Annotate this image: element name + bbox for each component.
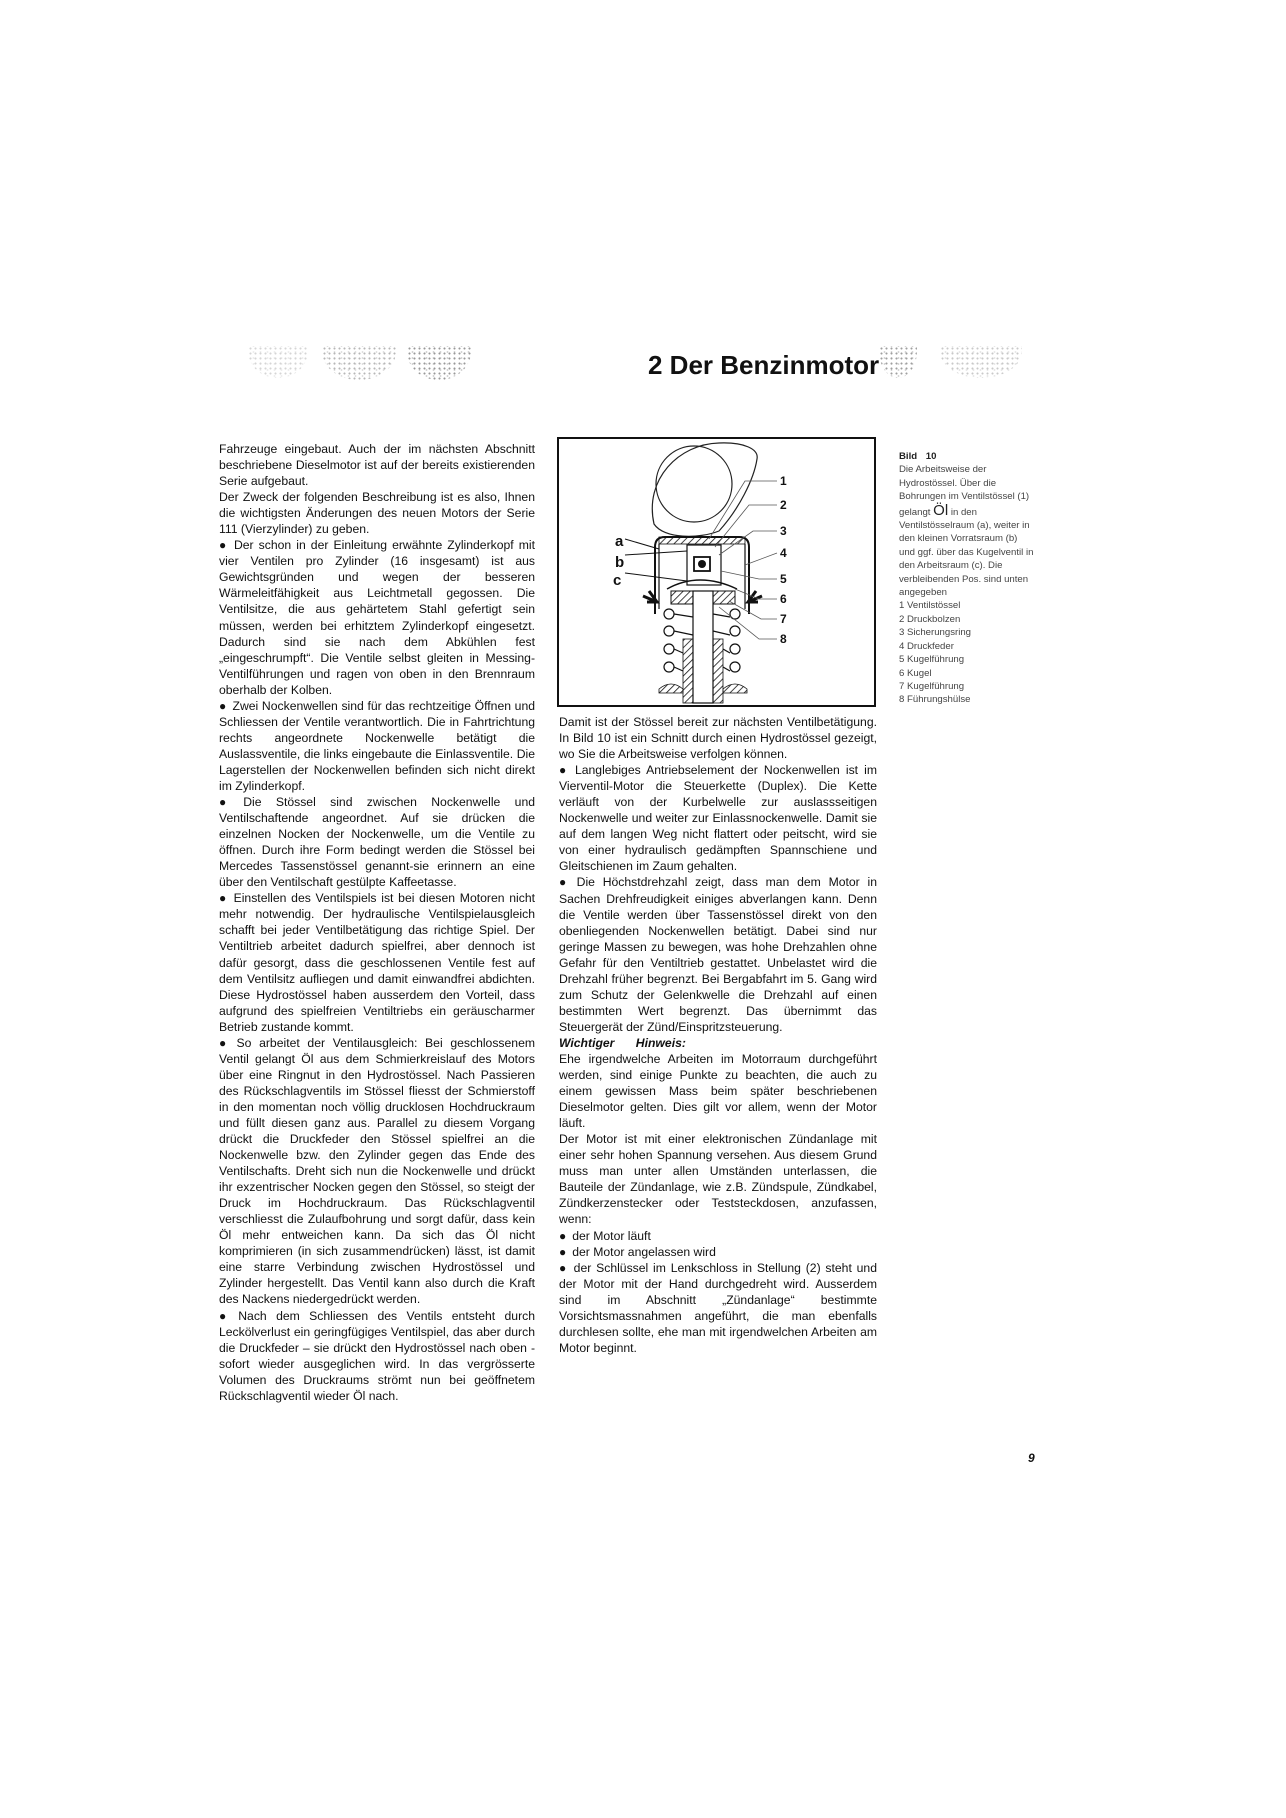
header-decoration-2: [322, 346, 396, 380]
figure-label-8: 8: [780, 632, 787, 646]
note-heading: Wichtiger Hinweis:: [559, 1035, 686, 1050]
chapter-title: 2 Der Benzinmotor: [648, 350, 880, 380]
figure-hydrostoessel-diagram: [557, 437, 876, 707]
left-text-column: [219, 441, 535, 1404]
bullet-item: ● der Motor läuft: [559, 1228, 877, 1244]
caption-part-item: 2 Druckbolzen: [899, 613, 961, 625]
caption-part-item: 1 Ventilstössel: [899, 600, 961, 612]
figure-label-7: 7: [780, 612, 787, 626]
caption-part-item: 4 Druckfeder: [899, 640, 954, 652]
paragraph: Fahrzeuge eingebaut. Auch der im nächsten Abschnitt beschriebene Dieselmotor ist auf der bereits existierenden Serie aufgebaut.: [219, 442, 535, 489]
figure-label-2: 2: [780, 498, 787, 512]
bullet-item: ● der Motor angelassen wird: [559, 1244, 877, 1260]
bullet-paragraph: ● Die Höchstdrehzahl zeigt, dass man dem Motor in Sachen Drehfreudigkeit einiges abverlangen kann. Denn die Ventile werden über Tassenstössel direkt von den obenliegenden Nockenwellen betätigt. Dabei sind nur geringe Massen zu bewegen, was hohe Drehzahlen ohne Gefahr für den Ventiltrieb gestattet. Unbelastet wird die Drehzahl früher begrenzt. Bei Bergabfahrt im 5. Gang wird zum Schutz der Gelenkwelle die Drehzahl auf einen bestimmten Wert begrenzt. Das übernimmt das Steuergerät der Zünd/Einspritzsteuerung.: [559, 874, 877, 1034]
header-decoration-3: [407, 346, 471, 380]
caption-part-item: 8 Führungshülse: [899, 694, 971, 706]
header-decoration-1: [248, 346, 308, 378]
figure-label-a: a: [615, 533, 624, 550]
figure-label-4: 4: [780, 546, 787, 560]
caption-part-item: 7 Kugelführung: [899, 680, 965, 692]
caption-part-item: 3 Sicherungsring: [899, 627, 971, 639]
bullet-paragraph: ● Langlebiges Antriebselement der Nockenwellen ist im Vierventil-Motor die Steuerkette (Duplex). Die Kette verläuft von der Kurbelwelle zur auslassseitigen Nockenwelle und weiter zur Einlassnockenwelle. Damit sie auf dem langen Weg nicht flattert oder peitscht, wird sie von einer hydraulisch gedämpften Spannschiene und Gleitschienen im Zaum gehalten.: [559, 762, 877, 874]
figure-label-6: 6: [780, 592, 787, 606]
figure-caption: [899, 450, 1034, 707]
caption-part-item: 5 Kugelführung: [899, 654, 965, 666]
bullet-paragraph: ● Der schon in der Einleitung erwähnte Zylinderkopf mit vier Ventilen pro Zylinder (16 insgesamt) ist aus Gewichtsgründen und wegen der besseren Wärmeleitfähigkeit aus Leichtmetall gegossen. Die Ventilsitze, die aus gehärtetem Stahl gefertigt sein müssen, werden bei erhitztem Zylinderkopf eingesetzt. Dadurch sind sie nach dem Abkühlen fest „eingeschrumpft“. Die Ventile selbst gleiten in Messing-Ventilführungen und ragen von oben in den Brennraum oberhalb der Kolben.: [219, 537, 535, 697]
header-decoration-4: [879, 346, 917, 378]
figure-label-c: c: [613, 572, 622, 589]
paragraph: Damit ist der Stössel bereit zur nächsten Ventilbetätigung. In Bild 10 ist ein Schnitt durch einen Hydrostössel gezeigt, wo Sie die Arbeitsweise verfolgen können.: [559, 715, 877, 762]
bullet-paragraph: ● So arbeitet der Ventilausgleich: Bei geschlossenem Ventil gelangt Öl aus dem Schmierkreislauf des Motors über eine Ringnut in den Hydrostössel. Nach Passieren des Rückschlagventils im Stössel fliesst der Schmierstoff in den momentan noch völlig drucklosen Hochdruckraum und füllt diesen ganz aus. Parallel zu diesem Vorgang drückt die Druckfeder den Stössel spielfrei an die Nockenwelle bzw. den Zylinder gegen das Ende des Ventilschafts. Dreht sich nun die Nockenwelle und drückt ihr exzentrischer Nocken gegen den Stössel, so steigt der Druck im Hochdruckraum. Das Rückschlagventil verschliesst die Zulaufbohrung und sorgt dafür, dass kein Öl mehr entweichen kann. Da sich das Öl nicht komprimieren (in sich zusammendrücken) lässt, ist damit eine starre Verbindung zwischen Hydrostössel und Zylinder hergestellt. Das Ventil kann also durch die Kraft des Nackens niedergedrückt werden.: [219, 1035, 535, 1308]
bullet-paragraph: ● Nach dem Schliessen des Ventils entsteht durch Leckölverlust ein geringfügiges Ventilspiel, das aber durch die Druckfeder – sie drückt den Hydrostössel nach oben -sofort wieder ausgeglichen wird. In das vergrösserte Volumen des Druckraums strömt nun bei geöffnetem Rückschlagventil wieder Öl nach.: [219, 1308, 535, 1404]
figure-label-3: 3: [780, 524, 787, 538]
header-decoration-5: [940, 346, 1022, 378]
figure-letter-labels: [613, 533, 624, 589]
caption-part-item: 6 Kugel: [899, 667, 932, 679]
bullet-paragraph: ● Einstellen des Ventilspiels ist bei diesen Motoren nicht mehr notwendig. Der hydraulische Ventilspielausgleich schafft bei jeder Ventilbetätigung das richtige Spiel. Der Ventiltrieb arbeitet dadurch spielfrei, aber dennoch ist dafür gesorgt, dass die geschlossenen Ventile fest auf dem Ventilsitz aufliegen und damit einwandfrei abdichten. Diese Hydrostössel haben ausserdem den Vorteil, dass aufgrund des spielfreien Ventiltriebs ein geräuscharmer Betrieb zustande kommt.: [219, 890, 535, 1034]
bullet-paragraph: ● der Schlüssel im Lenkschloss in Stellung (2) steht und der Motor mit der Hand durchgedreht wird. Ausserdem sind im Abschnitt „Zündanlage“ bestimmte Vorsichtsmassnahmen angeführt, die man ebenfalls durchlesen sollte, ehe man mit irgendwelchen Arbeiten am Motor beginnt.: [559, 1260, 877, 1356]
paragraph: Der Zweck der folgenden Beschreibung ist es also, Ihnen die wichtigsten Änderungen des neuen Motors der Serie 111 (Vierzylinder) zu geben.: [219, 490, 535, 537]
bullet-paragraph: ● Zwei Nockenwellen sind für das rechtzeitige Öffnen und Schliessen der Ventile verantwortlich. Die in Fahrtrichtung rechts angeordnete Nockenwelle betätigt die Auslassventile, die links eingebaute die Einlassventile. Die Lagerstellen der Nockenwellen befinden sich nicht direkt im Zylinderkopf.: [219, 698, 535, 794]
valve-tappet-cross-section-drawing: [559, 439, 874, 705]
paragraph: Ehe irgendwelche Arbeiten im Motorraum durchgeführt werden, sind einige Punkte zu beachten, die auch zu einem gewissen Mass beim später beschriebenen Dieselmotor gelten. Dies gilt vor allem, wenn der Motor läuft.: [559, 1051, 877, 1131]
caption-part-list: [899, 599, 1034, 706]
figure-number-labels: [780, 474, 787, 646]
page-number: 9: [1028, 1451, 1035, 1465]
middle-text-column: [559, 714, 877, 1356]
caption-text: Die Arbeitsweise der Hydrostössel. Über die Bohrungen im Ventilstössel (1) gelangt Öl in den Ventilstösselraum (a), weiter in den kleinen Vorratsraum (b) und ggf. über das Kugelventil in den Arbeitsraum (c). Die verbleibenden Pos. sind unten angegeben: [899, 464, 1034, 599]
figure-label-5: 5: [780, 572, 787, 586]
paragraph: Der Motor ist mit einer elektronischen Zündanlage mit einer sehr hohen Spannung versehen. Aus diesem Grund muss man unter allen Umständen unterlassen, die Bauteile der Zündanlage, wie z.B. Zündspule, Zündkabel, Zündkerzenstecker oder Teststeckdosen, anzufassen, wenn:: [559, 1132, 877, 1227]
caption-title: Bild 10: [899, 451, 937, 462]
figure-label-1: 1: [780, 474, 787, 488]
figure-label-b: b: [615, 554, 625, 571]
bullet-paragraph: ● Die Stössel sind zwischen Nockenwelle und Ventilschaftende angeordnet. Auf sie drücken die einzelnen Nocken der Nockenwelle, um die Ventile zu öffnen. Durch ihre Form bedingt werden die Stössel bei Mercedes Tassenstössel genannt-sie erinnern an eine über den Ventilschaft gestülpte Kaffeetasse.: [219, 794, 535, 890]
